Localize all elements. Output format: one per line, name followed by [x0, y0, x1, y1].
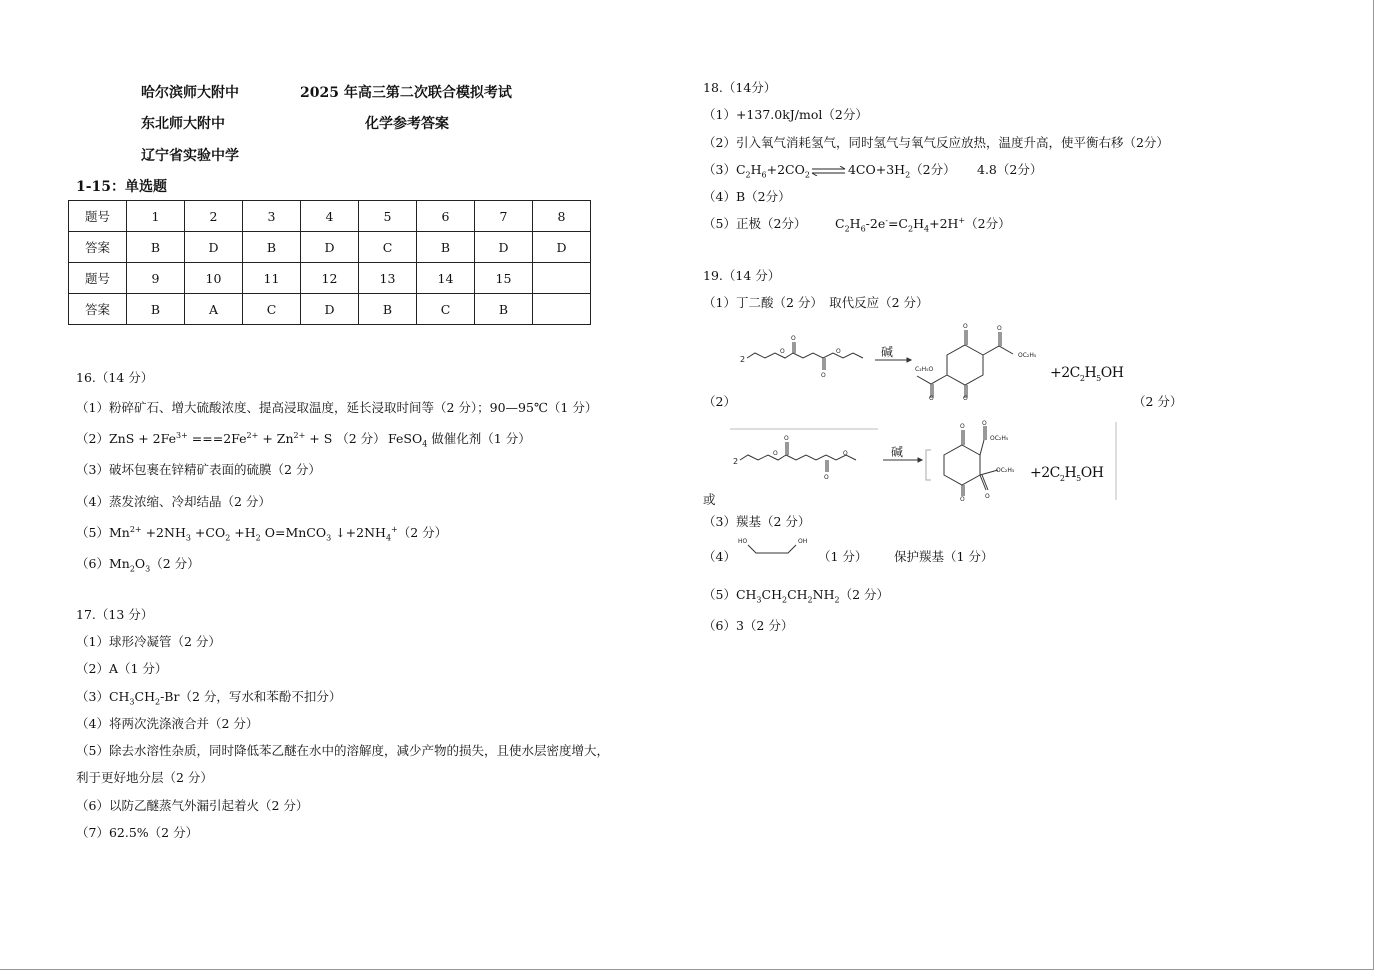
- table-cell: 6: [417, 201, 475, 232]
- q16-answer-3: （3）破坏包裹在锌精矿表面的硫膜（2 分）: [76, 462, 321, 477]
- svg-text:O: O: [929, 395, 934, 400]
- q18-answer-3-value: 4.8（2分）: [977, 162, 1043, 177]
- table-cell: 1: [127, 201, 185, 232]
- table-cell: 10: [185, 263, 243, 294]
- reaction-scheme-1: [735, 320, 1135, 400]
- table-cell: B: [417, 232, 475, 263]
- q17-answer-6: （6）以防乙醚蒸气外漏引起着火（2 分）: [76, 798, 309, 813]
- exam-title: 2025 年高三第二次联合模拟考试: [300, 85, 512, 101]
- table-cell: 答案: [69, 232, 127, 263]
- reaction-scheme-2: [728, 420, 1123, 502]
- svg-text:O: O: [963, 395, 968, 400]
- exam-subtitle: 化学参考答案: [365, 116, 449, 132]
- table-cell: 12: [301, 263, 359, 294]
- svg-text:O: O: [780, 348, 785, 355]
- table-row: [69, 294, 591, 325]
- q19-answer-3: （3）羰基（2 分）: [703, 514, 811, 529]
- school-name-1: 哈尔滨师大附中: [141, 85, 239, 101]
- svg-text:O: O: [824, 474, 829, 481]
- table-row: [69, 263, 591, 294]
- cyclohexanedione-ring: [947, 345, 983, 385]
- school-name-2: 东北师大附中: [141, 116, 225, 132]
- q19-answer-5: $(5)CH_3CH_2CH_2NH_2(2$ 分）: [703, 587, 890, 605]
- q17-answer-2: （2）A（1 分）: [76, 661, 168, 676]
- q17-answer-1: （1）球形冷凝管（2 分）: [76, 634, 221, 649]
- table-cell: [533, 263, 591, 294]
- q17-answer-4: （4）将两次洗涤液合并（2 分）: [76, 716, 259, 731]
- q18-answer-2: （2）引入氧气消耗氢气，同时氢气与氧气反应放热，温度升高，使平衡右移（2分）: [703, 135, 1169, 150]
- q18-answer-5-equation: $C_2H_6-2e^-=C_2H_4+2H^+(2$分）: [835, 215, 1011, 234]
- table-cell: 7: [475, 201, 533, 232]
- q18-answer-1: （1）+137.0kJ/mol（2分）: [703, 107, 868, 122]
- table-cell: [533, 294, 591, 325]
- table-cell: D: [475, 232, 533, 263]
- table-cell: 3: [243, 201, 301, 232]
- ethanol-product-2: $+2C_2H_5OH$: [1030, 465, 1104, 483]
- table-cell: 9: [127, 263, 185, 294]
- table-cell: A: [185, 294, 243, 325]
- q16-answer-5: $(5)Mn^{2+} +2NH_3 +CO_2 +H_2$ O=MnCO$_3$ $↓+2NH_4^+(2$ 分）: [76, 524, 448, 543]
- table-cell: 2: [185, 201, 243, 232]
- equilibrium-arrow-icon: [811, 166, 847, 176]
- svg-text:O: O: [773, 450, 778, 457]
- table-cell: D: [301, 232, 359, 263]
- table-row: [69, 232, 591, 263]
- table-cell: C: [417, 294, 475, 325]
- svg-text:O: O: [791, 335, 796, 342]
- table-cell: 题号: [69, 201, 127, 232]
- svg-text:O: O: [784, 435, 789, 442]
- svg-text:OC₂H₅: OC₂H₅: [990, 435, 1009, 442]
- table-cell: 13: [359, 263, 417, 294]
- table-cell: B: [359, 294, 417, 325]
- answer-table: [68, 200, 591, 325]
- table-row: [69, 201, 591, 232]
- svg-text:OC₂H₅: OC₂H₅: [1018, 352, 1037, 359]
- q17-title: 17.（13 分）: [76, 607, 154, 622]
- table-cell: C: [359, 232, 417, 263]
- q17-answer-5-line2: 利于更好地分层（2 分）: [76, 770, 213, 785]
- table-cell: B: [127, 232, 185, 263]
- table-cell: 14: [417, 263, 475, 294]
- q19-answer-1: （1）丁二酸（2 分） 取代反应（2 分）: [703, 295, 929, 310]
- table-cell: D: [533, 232, 591, 263]
- q18-answer-4: （4）B（2分）: [703, 189, 791, 204]
- svg-text:O: O: [821, 372, 826, 379]
- table-cell: 11: [243, 263, 301, 294]
- svg-text:O: O: [836, 348, 841, 355]
- base-condition-label: 碱: [881, 345, 894, 359]
- q19-title: 19.（14 分）: [703, 268, 781, 283]
- q16-answer-2: $(2)ZnS + 2Fe^{3+} ===2Fe^{2+} + Zn^{2+} + S$ （2 分）: [76, 430, 386, 446]
- q17-answer-7: （7）62.5%（2 分）: [76, 825, 199, 840]
- q19-answer-4-label: （4）: [703, 549, 736, 564]
- q19-answer-6: （6）3（2 分）: [703, 618, 794, 633]
- q16-answer-4: （4）蒸发浓缩、冷却结晶（2 分）: [76, 494, 271, 509]
- table-cell: 4: [301, 201, 359, 232]
- table-cell: 答案: [69, 294, 127, 325]
- table-cell: 8: [533, 201, 591, 232]
- table-cell: 15: [475, 263, 533, 294]
- q18-answer-3: $(3)C_2H_6+2CO_2$ $4CO+3H_2(2$分）: [703, 162, 956, 180]
- svg-text:O: O: [843, 450, 848, 457]
- svg-text:OC₂H₅: OC₂H₅: [996, 467, 1015, 474]
- or-label: 或: [703, 492, 716, 507]
- table-cell: B: [243, 232, 301, 263]
- q19-answer-2-score: （2 分）: [1133, 394, 1183, 409]
- svg-text:O: O: [963, 323, 968, 330]
- diethyl-succinate-skeleton: [747, 353, 793, 358]
- table-cell: B: [127, 294, 185, 325]
- table-cell: C: [243, 294, 301, 325]
- svg-text:HO: HO: [738, 538, 748, 545]
- q17-answer-3: $(3)CH_3CH_2-Br(2$ 分，写水和苯酚不扣分）: [76, 689, 342, 707]
- ethylene-glycol-structure: [736, 535, 816, 557]
- q17-answer-5-line1: （5）除去水溶性杂质，同时降低苯乙醚在水中的溶解度，减少产物的损失，且使水层密度增大，: [76, 743, 609, 758]
- table-cell: B: [475, 294, 533, 325]
- q16-title: 16.（14 分）: [76, 370, 154, 385]
- q18-title: 18.（14分）: [703, 80, 777, 95]
- svg-text:碱: 碱: [891, 445, 904, 459]
- svg-text:2: 2: [733, 457, 739, 466]
- table-cell: D: [301, 294, 359, 325]
- q18-answer-5: （5）正极（2分）: [703, 216, 807, 231]
- ethanol-product-1: $+2C_2H_5OH$: [1050, 365, 1124, 383]
- svg-text:O: O: [982, 420, 987, 427]
- table-cell: 5: [359, 201, 417, 232]
- q19-answer-2-label: （2）: [703, 394, 736, 409]
- q16-answer-6: $(6)Mn_2O_3(2$ 分）: [76, 556, 200, 574]
- svg-text:C₂H₅O: C₂H₅O: [915, 366, 934, 373]
- svg-text:OH: OH: [798, 538, 808, 545]
- svg-text:O: O: [985, 493, 990, 500]
- q19-answer-4-score: （1 分）: [818, 549, 868, 564]
- table-cell: 题号: [69, 263, 127, 294]
- q16-answer-1: （1）粉碎矿石、增大硫酸浓度、提高浸取温度，延长浸取时间等（2 分）；90—95℃（1 分）: [76, 400, 598, 415]
- table-cell: D: [185, 232, 243, 263]
- school-name-3: 辽宁省实验中学: [141, 148, 239, 164]
- q19-answer-4-extra: 保护羰基（1 分）: [894, 549, 994, 564]
- svg-text:O: O: [960, 496, 965, 502]
- q16-answer-2-catalyst: FeSO$_4$ 做催化剂（1 分）: [388, 431, 531, 449]
- mc-section-title: 1-15：单选题: [76, 179, 168, 195]
- coefficient-label: 2: [740, 355, 746, 364]
- svg-text:O: O: [997, 325, 1002, 332]
- svg-text:O: O: [960, 423, 965, 430]
